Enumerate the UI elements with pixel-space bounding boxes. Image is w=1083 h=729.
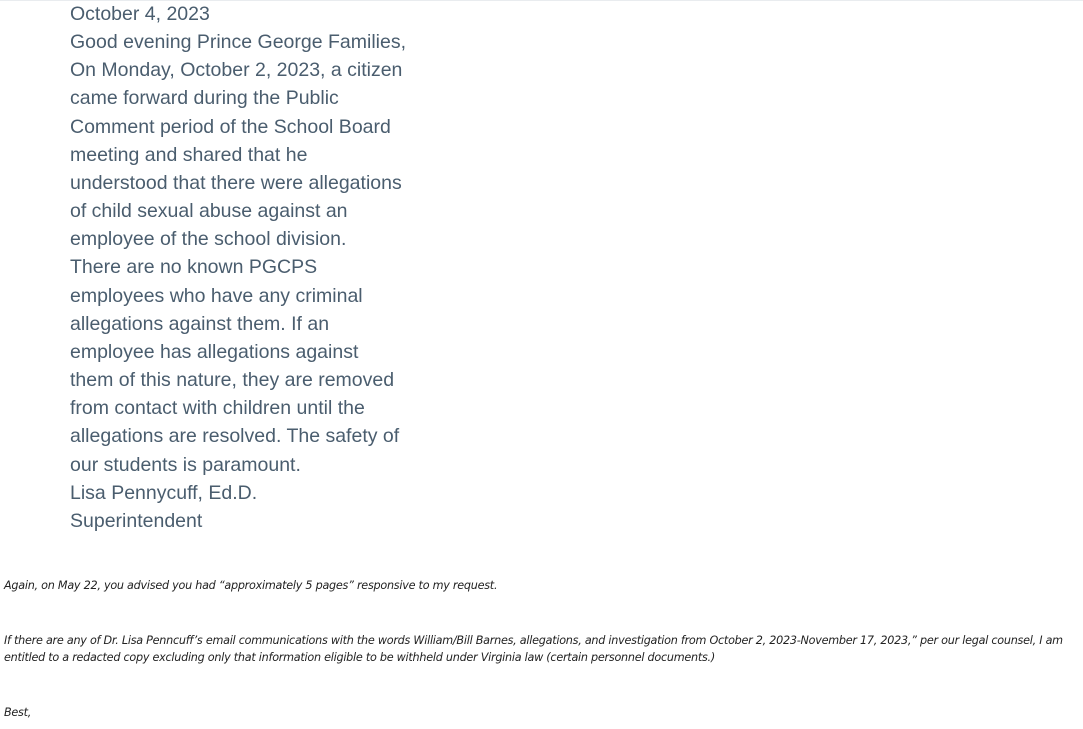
statement-line: There are no known PGCPS	[70, 256, 318, 279]
superintendent-statement-image	[70, 0, 430, 535]
statement-line: Comment period of the School Board	[70, 115, 391, 138]
statement-line: from contact with children until the	[70, 397, 365, 420]
statement-greeting: Good evening Prince George Families,	[70, 31, 407, 54]
statement-line: understood that there were allegations	[70, 171, 402, 194]
email-paragraph-page-count: Again, on May 22, you advised you had “approximately 5 pages” responsive to my request.	[4, 579, 498, 592]
statement-line: allegations are resolved. The safety of	[70, 425, 400, 448]
statement-signature-title: Superintendent	[70, 509, 203, 532]
statement-line: our students is paramount.	[70, 453, 301, 476]
statement-line: of child sexual abuse against an	[70, 200, 348, 223]
statement-line: employee has allegations against	[70, 340, 359, 363]
statement-line: allegations against them. If an	[70, 312, 330, 335]
statement-signature-name: Lisa Pennycuff, Ed.D.	[70, 481, 258, 504]
statement-line: meeting and shared that he	[70, 143, 308, 166]
email-closing: Best,	[4, 706, 32, 719]
email-paragraph-legal-request: If there are any of Dr. Lisa Penncuff’s email communications with the words William/Bill Barnes, allegations, and investigation from October 2, 2023-November 17, 2023,” per our legal counsel, I am entitled to a redacted copy excluding only that information eligible to be withheld under Virginia law (certain personnel documents.)	[4, 634, 1063, 664]
statement-line: came forward during the Public	[70, 87, 339, 110]
statement-date: October 4, 2023	[70, 3, 210, 25]
statement-line: employees who have any criminal	[70, 284, 363, 307]
statement-line: employee of the school division.	[70, 228, 347, 251]
statement-line: On Monday, October 2, 2023, a citizen	[70, 59, 403, 82]
statement-line: them of this nature, they are removed	[70, 369, 395, 392]
